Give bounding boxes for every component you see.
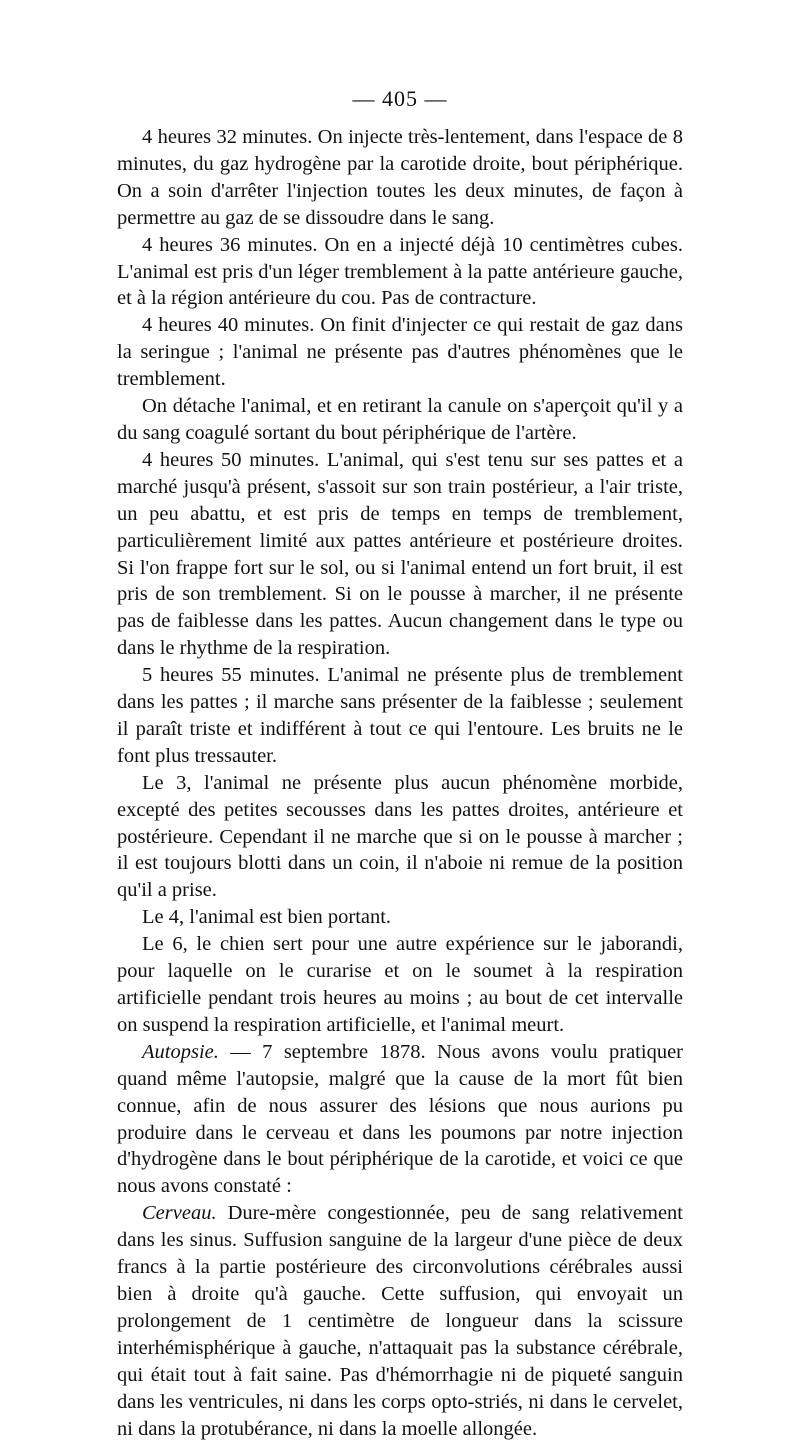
paragraph-4: [117, 393, 683, 447]
paragraph-6: [117, 662, 683, 770]
paragraph-text: Le 6, le chien sert pour une autre expérience sur le jaborandi, pour laquelle on le curarise et on le soumet à la respiration artificielle pendant trois heures au moins ; au bout de cet intervalle on suspend la respiration artificielle, et l'animal meurt.: [117, 933, 683, 1036]
paragraph-2: [117, 232, 683, 313]
paragraph-autopsie: [117, 1039, 683, 1200]
paragraph-text: 4 heures 36 minutes. On en a injecté déjà 10 centimètres cubes. L'animal est pris d'un léger tremblement à la patte antérieure gauche, et à la région antérieure du cou. Pas de contracture.: [117, 233, 683, 310]
paragraph-cerveau: [117, 1200, 683, 1442]
section-lead-cerveau: Cerveau.: [142, 1202, 217, 1225]
paragraph-text: — 7 septembre 1878. Nous avons voulu pratiquer quand même l'autopsie, malgré que la cause de la mort fût bien connue, afin de nous assurer des lésions que nous aurions pu produire dans le cerveau et dans les poumons par notre injection d'hydrogène dans le bout périphérique de la carotide, et voici ce que nous avons constaté :: [117, 1040, 683, 1198]
body-text: [117, 124, 683, 1442]
paragraph-7: [117, 770, 683, 905]
paragraph-text: 5 heures 55 minutes. L'animal ne présente plus de tremblement dans les pattes ; il marche sans présenter de la faiblesse ; seulement il paraît triste et indifférent à tout ce qui l'entoure. Les bruits ne le font plus tressauter.: [117, 664, 683, 767]
paragraph-3: [117, 312, 683, 393]
paragraph-text: Dure-mère congestionnée, peu de sang relativement dans les sinus. Suffusion sanguine de la largeur d'une pièce de deux francs à la partie postérieure des circonvolutions cérébrales aussi bien à droite qu'à gauche. Cette suffusion, qui envoyait un prolongement de 1 centimètre de longueur dans la scissure interhémisphérique à gauche, n'attaquait pas la substance cérébrale, qui était tout à fait saine. Pas d'hémorrhagie ni de piqueté sanguin dans les ventricules, ni dans les corps opto-striés, ni dans le cervelet, ni dans la protubérance, ni dans la moelle allongée.: [117, 1202, 683, 1440]
paragraph-text: 4 heures 50 minutes. L'animal, qui s'est tenu sur ses pattes et a marché jusqu'à présent, s'assoit sur son train postérieur, a l'air triste, un peu abattu, et est pris de temps en temps de tremblement, particulièrement limité aux pattes antérieure et postérieure droites. Si l'on frappe fort sur le sol, ou si l'animal entend un fort bruit, il est pris de son tremblement. Si on le pousse à marcher, il ne présente pas de faiblesse dans les pattes. Aucun changement dans le type ou dans le rhythme de la respiration.: [117, 448, 683, 660]
paragraph-text: 4 heures 32 minutes. On injecte très-lentement, dans l'espace de 8 minutes, du gaz hydrogène par la carotide droite, bout périphérique. On a soin d'arrêter l'injection toutes les deux minutes, de façon à permettre au gaz de se dissoudre dans le sang.: [117, 126, 683, 229]
paragraph-5: [117, 447, 683, 662]
paragraph-9: [117, 931, 683, 1039]
paragraph-text: On détache l'animal, et en retirant la canule on s'aperçoit qu'il y a du sang coagulé sortant du bout périphérique de l'artère.: [117, 395, 683, 444]
paragraph-text: Le 4, l'animal est bien portant.: [142, 906, 392, 929]
page-number: — 405 —: [352, 86, 448, 111]
paragraph-1: [117, 124, 683, 232]
paragraph-8: [117, 904, 683, 931]
section-lead-autopsie: Autopsie.: [142, 1040, 219, 1063]
paragraph-text: 4 heures 40 minutes. On finit d'injecter ce qui restait de gaz dans la seringue ; l'animal ne présente pas d'autres phénomènes que le tremblement.: [117, 314, 683, 391]
paragraph-text: Le 3, l'animal ne présente plus aucun phénomène morbide, excepté des petites secousses dans les pattes droites, antérieure et postérieure. Cependant il ne marche que si on le pousse à marcher ; il est toujours blotti dans un coin, il n'aboie ni remue de la position qu'il a prise.: [117, 771, 683, 902]
